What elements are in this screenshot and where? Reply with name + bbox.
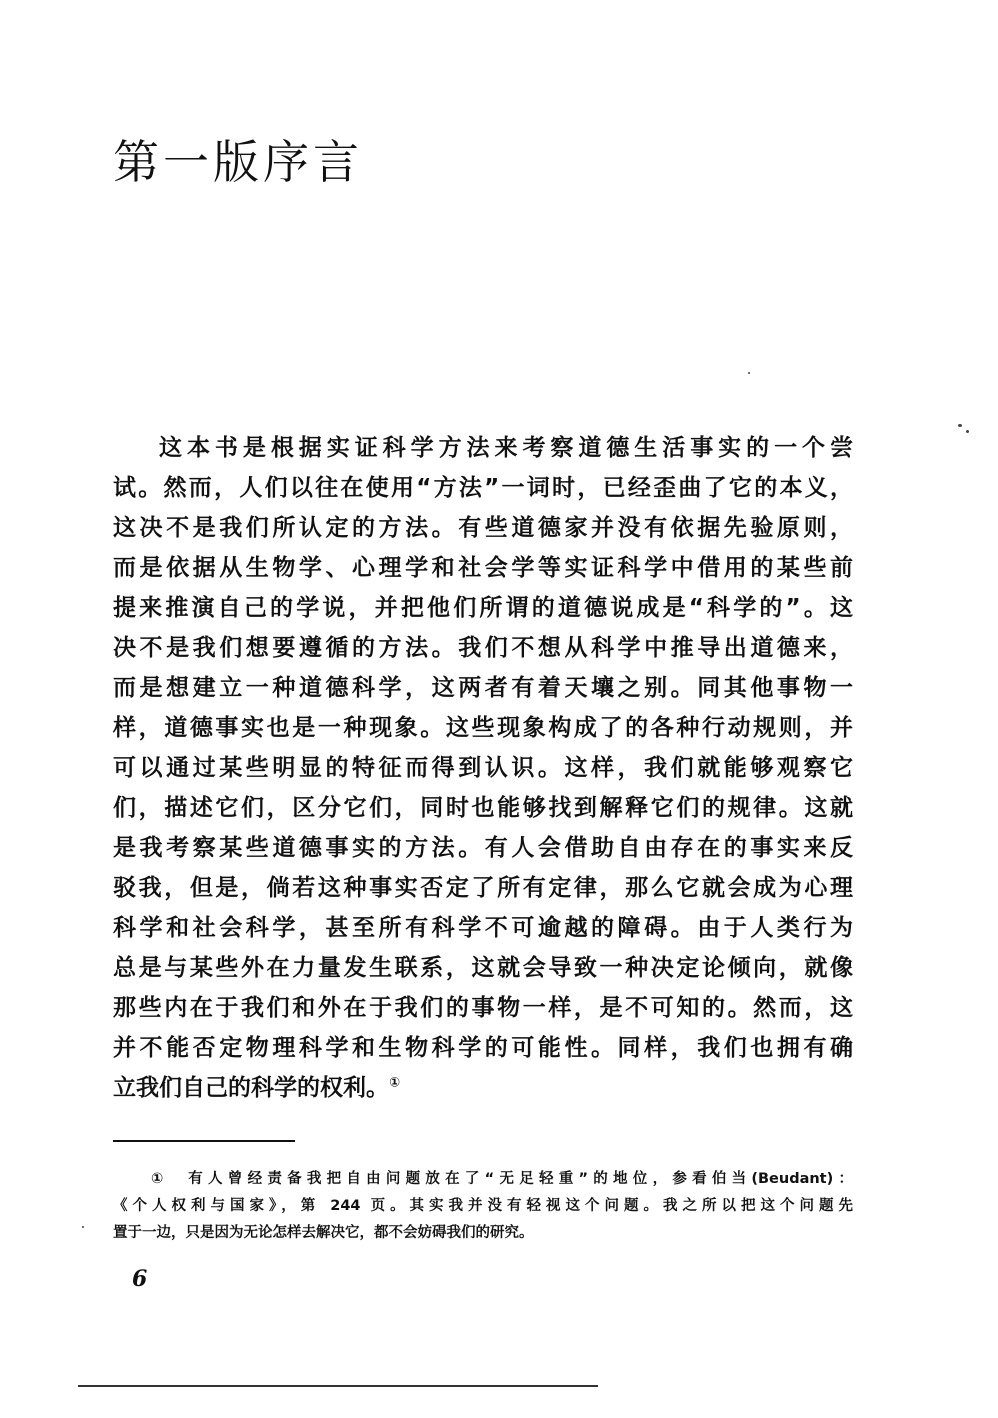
body-text	[113, 428, 853, 1108]
body-line-7: 而是想建立一种道德科学，这两者有着天壤之别。同其他事物一	[113, 675, 853, 701]
body-line-5: 提来推演自己的学说，并把他们所谓的道德说成是“科学的”。这	[113, 595, 853, 621]
page-title: 第一版序言	[113, 135, 363, 189]
body-line-11: 是我考察某些道德事实的方法。有人会借助自由存在的事实来反	[113, 835, 853, 861]
footnote-divider	[113, 1140, 295, 1142]
body-line-6: 决不是我们想要遵循的方法。我们不想从科学中推导出道德来，	[113, 635, 853, 661]
footnote	[113, 1166, 853, 1247]
scan-speck	[748, 372, 750, 374]
body-line-3: 这决不是我们所认定的方法。有些道德家并没有依据先验原则，	[113, 515, 853, 541]
footnote-reference[interactable]: ①	[389, 1075, 401, 1091]
footnote-line-1: ① 有人曾经责备我把自由问题放在了“无足轻重”的地位，参看伯当(Beudant)：	[151, 1171, 853, 1187]
body-line-2: 试。然而，人们以往在使用“方法”一词时，已经歪曲了它的本义，	[113, 475, 853, 501]
body-line-17	[113, 1068, 853, 1108]
footnote-line-3: 置于一边，只是因为无论怎样去解决它，都不会妨碍我们的研究。	[113, 1225, 534, 1241]
body-line-4: 而是依据从生物学、心理学和社会学等实证科学中借用的某些前	[113, 555, 853, 581]
body-line-10: 们，描述它们，区分它们，同时也能够找到解释它们的规律。这就	[113, 795, 853, 821]
scan-speck	[82, 1226, 84, 1228]
body-line-13: 科学和社会科学，甚至所有科学不可逾越的障碍。由于人类行为	[113, 915, 853, 941]
body-line-16: 并不能否定物理科学和生物科学的可能性。同样，我们也拥有确	[113, 1035, 853, 1061]
body-line-9: 可以通过某些明显的特征而得到认识。这样，我们就能够观察它	[113, 755, 853, 781]
scan-bottom-edge-line	[78, 1385, 598, 1387]
body-line-17-text: 立我们自己的科学的权利。	[113, 1075, 389, 1101]
page-number: 6	[132, 1266, 148, 1292]
body-line-8: 样，道德事实也是一种现象。这些现象构成了的各种行动规则，并	[113, 715, 853, 741]
scan-speck	[966, 430, 969, 433]
body-line-1: 这本书是根据实证科学方法来考察道德生活事实的一个尝	[159, 435, 853, 461]
body-line-12: 驳我，但是，倘若这种事实否定了所有定律，那么它就会成为心理	[113, 875, 853, 901]
body-line-15: 那些内在于我们和外在于我们的事物一样，是不可知的。然而，这	[113, 995, 853, 1021]
body-line-14: 总是与某些外在力量发生联系，这就会导致一种决定论倾向，就像	[113, 955, 853, 981]
footnote-line-2: 《个人权利与国家》，第 244 页。其实我并没有轻视这个问题。我之所以把这个问题先	[113, 1198, 853, 1214]
scan-speck	[958, 424, 962, 427]
